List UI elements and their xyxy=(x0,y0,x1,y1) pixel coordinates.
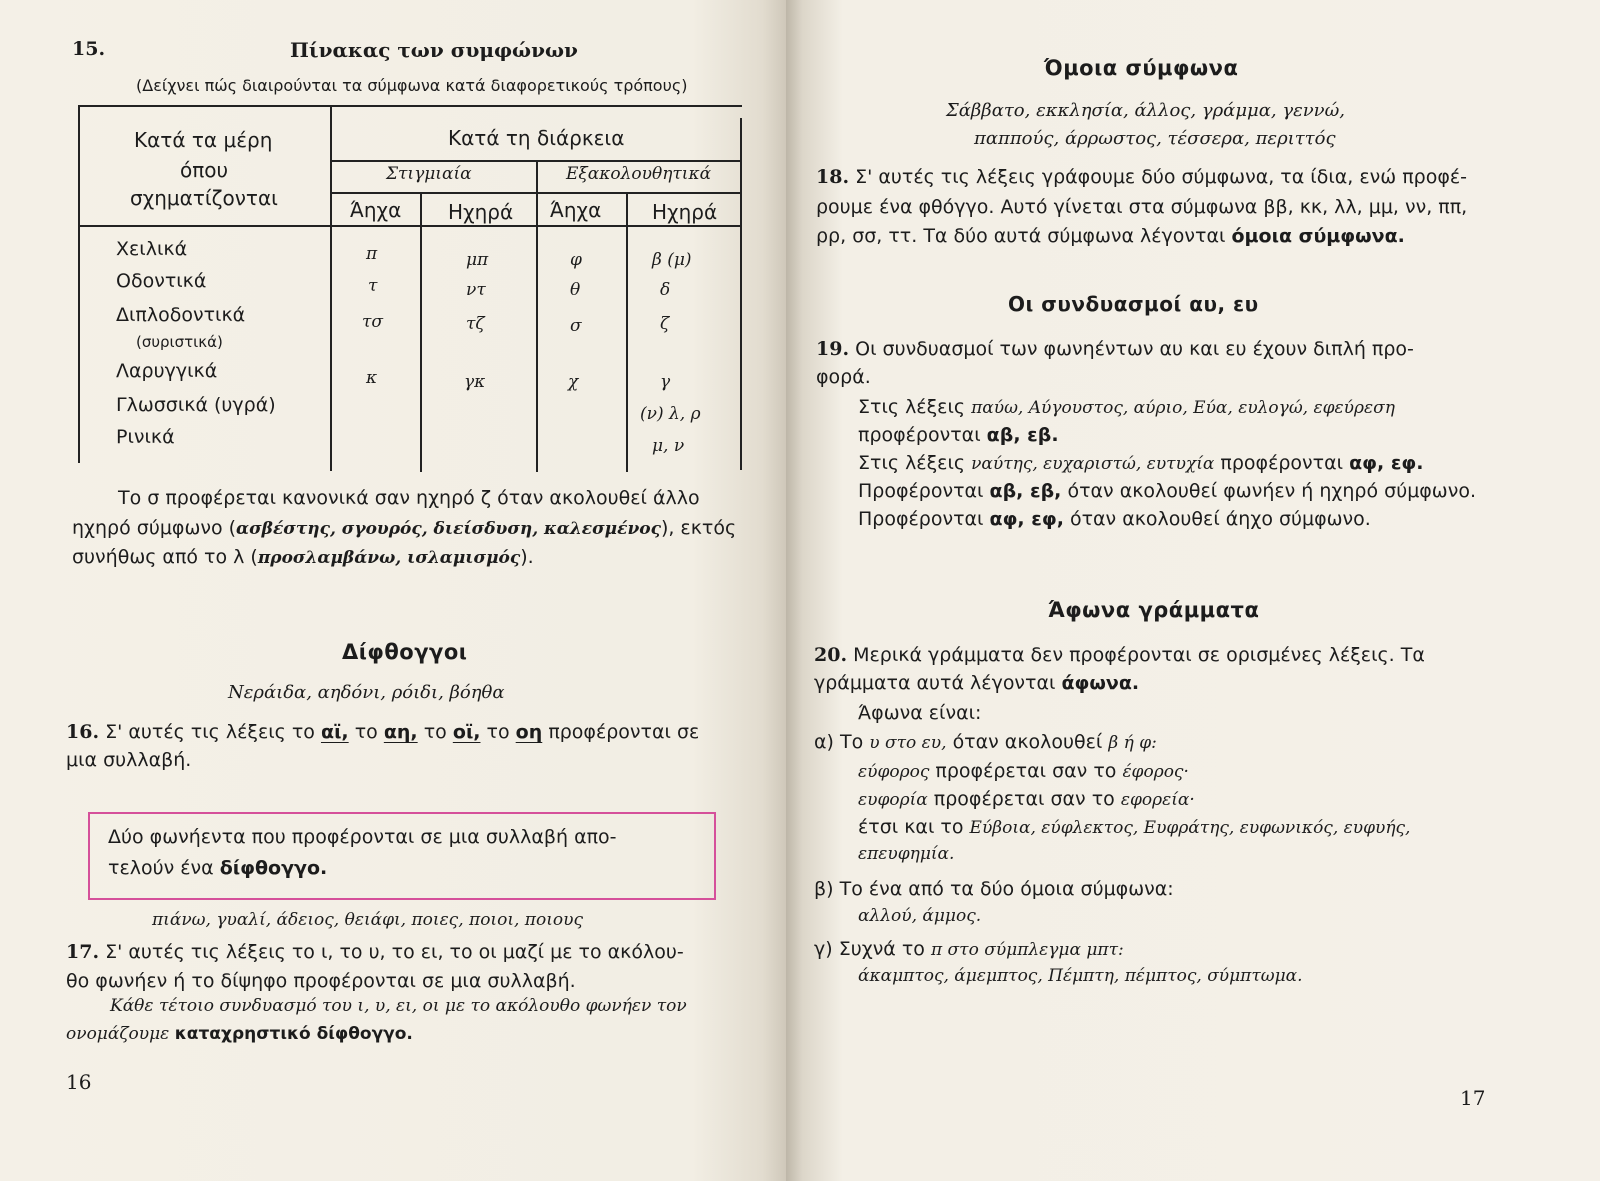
section-15-subtitle: (Δείχνει πώς διαιρούνται τα σύμφωνα κατά διαφορετικούς τρόπους) xyxy=(136,76,688,95)
item-c-line: γ) Συχνά το π στο σύμπλεγμα μπτ: xyxy=(814,938,1124,960)
section-17-line-2: θο φωνήεν ή το δίψηφο προφέρονται σε μια συλλαβή. xyxy=(66,970,576,992)
right-page xyxy=(786,0,1600,1181)
table-cell: β (μ) xyxy=(652,250,692,270)
omoia-examples-1: Σάββατο, εκκλησία, άλλος, γράμμα, γεννώ, xyxy=(946,100,1346,121)
page-number-right: 17 xyxy=(1460,1086,1486,1110)
section-19-line-5: Στις λέξεις ναύτης, ευχαριστώ, ευτυχία προφέρονται αφ, εφ. xyxy=(858,452,1424,474)
table-duration-head: Κατά τη διάρκεια xyxy=(448,126,625,150)
item-a-example-2: ευφορία προφέρεται σαν το εφορεία· xyxy=(858,788,1195,810)
table-cell: τζ xyxy=(466,314,485,334)
sigma-note-line-2: ηχηρό σύμφωνο (ασβέστης, σγουρός, διείσδυση, καλεσμένος), εκτός xyxy=(72,517,737,539)
table-stigmiaia-head: Στιγμιαία xyxy=(386,164,472,184)
diphthongs-heading: Δίφθογγοι xyxy=(342,640,468,664)
table-row-label: Γλωσσικά (υγρά) xyxy=(116,394,276,416)
section-16-line-2: μια συλλαβή. xyxy=(66,749,192,771)
box-line-1: Δύο φωνήεντα που προφέρονται σε μια συλλαβή απο- xyxy=(108,826,617,848)
diphthongs-examples: Νεράιδα, αηδόνι, ρόιδι, βόηθα xyxy=(228,682,505,703)
table-exakolouthitika-head: Εξακολουθητικά xyxy=(566,164,712,184)
left-page xyxy=(0,0,786,1181)
table-subhead-3: Άηχα xyxy=(550,198,602,222)
section-19-line-2: φορά. xyxy=(816,366,871,388)
table-row-label: Λαρυγγικά xyxy=(116,360,218,382)
item-a-example-1: εύφορος προφέρεται σαν το έφορος· xyxy=(858,760,1189,782)
page-number-left: 16 xyxy=(66,1070,92,1094)
item-c-example: άκαμπτος, άμεμπτος, Πέμπτη, πέμπτος, σύμπτωμα. xyxy=(858,966,1303,986)
table-row-label: (συριστικά) xyxy=(136,333,223,351)
sigma-note-line-3: συνήθως από το λ (προσλαμβάνω, ισλαμισμός). xyxy=(72,546,534,568)
table-col1-head-2: όπου xyxy=(180,158,229,182)
section-15-number: 15. xyxy=(72,38,106,60)
table-cell: ντ xyxy=(466,280,486,300)
table-row-label: Ρινικά xyxy=(116,426,175,448)
table-cell: κ xyxy=(366,368,378,388)
section-18-line-2: ρουμε ένα φθόγγο. Αυτό γίνεται στα σύμφωνα ββ, κκ, λλ, μμ, νν, ππ, xyxy=(816,196,1468,218)
table-cell: τ xyxy=(368,276,378,296)
synd-heading: Οι συνδυασμοί αυ, ευ xyxy=(1008,292,1259,316)
table-cell: (ν) λ, ρ xyxy=(640,404,701,424)
item-a-line: α) Το υ στο ευ, όταν ακολουθεί β ή φ: xyxy=(814,731,1157,753)
sigma-note-line-1: Το σ προφέρεται κανονικά σαν ηχηρό ζ όταν ακολουθεί άλλο xyxy=(118,487,700,509)
item-b-line: β) Το ένα από τα δύο όμοια σύμφωνα: xyxy=(814,878,1174,900)
section-18-line-1: 18. Σ' αυτές τις λέξεις γράφουμε δύο σύμφωνα, τα ίδια, ενώ προφέ- xyxy=(816,166,1468,188)
table-col1-head-3: σχηματίζονται xyxy=(130,186,278,210)
table-cell: γ xyxy=(660,372,671,392)
section-19-line-3: Στις λέξεις παύω, Αύγουστος, αύριο, Εύα, ευλογώ, εφεύρεση xyxy=(858,396,1395,418)
omoia-examples-2: παππούς, άρρωστος, τέσσερα, περιττός xyxy=(974,128,1336,149)
table-subhead-4: Ηχηρά xyxy=(652,200,718,224)
section-16-line-1: 16. Σ' αυτές τις λέξεις το αϊ, το αη, το οϊ, το οη προφέρονται σε xyxy=(66,721,700,743)
item-b-example: αλλού, άμμος. xyxy=(858,906,982,926)
table-cell: μπ xyxy=(466,250,489,270)
table-cell: θ xyxy=(570,280,581,300)
section-20-line-2: γράμματα αυτά λέγονται άφωνα. xyxy=(814,672,1140,694)
table-cell: γκ xyxy=(464,372,486,392)
table-cell: π xyxy=(366,244,378,264)
table-col1-head-1: Κατά τα μέρη xyxy=(134,128,273,152)
section-19-line-1: 19. Οι συνδυασμοί των φωνηέντων αυ και ευ έχουν διπλή προ- xyxy=(816,338,1414,360)
section-19-line-7: Προφέρονται αφ, εφ, όταν ακολουθεί άηχο σύμφωνο. xyxy=(858,508,1371,530)
section-19-line-6: Προφέρονται αβ, εβ, όταν ακολουθεί φωνήεν ή ηχηρό σύμφωνο. xyxy=(858,480,1476,502)
section-20-line-3: Άφωνα είναι: xyxy=(858,702,982,724)
table-cell: φ xyxy=(570,250,582,270)
table-row-label: Χειλικά xyxy=(116,238,188,260)
table-subhead-2: Ηχηρά xyxy=(448,200,514,224)
table-row-label: Διπλοδοντικά xyxy=(116,304,246,326)
section-17-examples: πιάνω, γυαλί, άδειος, θειάφι, ποιες, ποιοι, ποιους xyxy=(152,910,583,930)
table-cell: δ xyxy=(660,280,671,300)
afona-heading: Άφωνα γράμματα xyxy=(1048,598,1260,622)
table-row-label: Οδοντικά xyxy=(116,270,207,292)
box-line-2: τελούν ένα δίφθογγο. xyxy=(108,857,328,879)
section-15-title: Πίνακας των συμφώνων xyxy=(290,38,578,62)
item-a-example-3: έτσι και το Εύβοια, εύφλεκτος, Ευφράτης, ευφωνικός, ευφυής, xyxy=(858,816,1411,838)
omoia-heading: Όμοια σύμφωνα xyxy=(1044,56,1239,80)
table-cell: μ, ν xyxy=(652,436,685,456)
table-cell: σ xyxy=(570,316,582,336)
section-19-line-4: προφέρονται αβ, εβ. xyxy=(858,424,1059,446)
table-subhead-1: Άηχα xyxy=(350,198,402,222)
section-17-line-3: Κάθε τέτοιο συνδυασμό του ι, υ, ει, οι με το ακόλουθο φωνήεν τον xyxy=(110,996,687,1016)
table-cell: ζ xyxy=(660,314,670,334)
section-20-line-1: 20. Μερικά γράμματα δεν προφέρονται σε ορισμένες λέξεις. Τα xyxy=(814,644,1425,666)
table-cell: τσ xyxy=(362,312,384,332)
table-cell: χ xyxy=(568,372,579,392)
item-a-example-4: επευφημία. xyxy=(858,844,955,864)
section-18-line-3: ρρ, σσ, ττ. Τα δύο αυτά σύμφωνα λέγονται όμοια σύμφωνα. xyxy=(816,225,1405,247)
section-17-line-4: ονομάζουμε καταχρηστικό δίφθογγο. xyxy=(66,1024,413,1044)
section-17-line-1: 17. Σ' αυτές τις λέξεις το ι, το υ, το ει, το οι μαζί με το ακόλου- xyxy=(66,941,684,963)
